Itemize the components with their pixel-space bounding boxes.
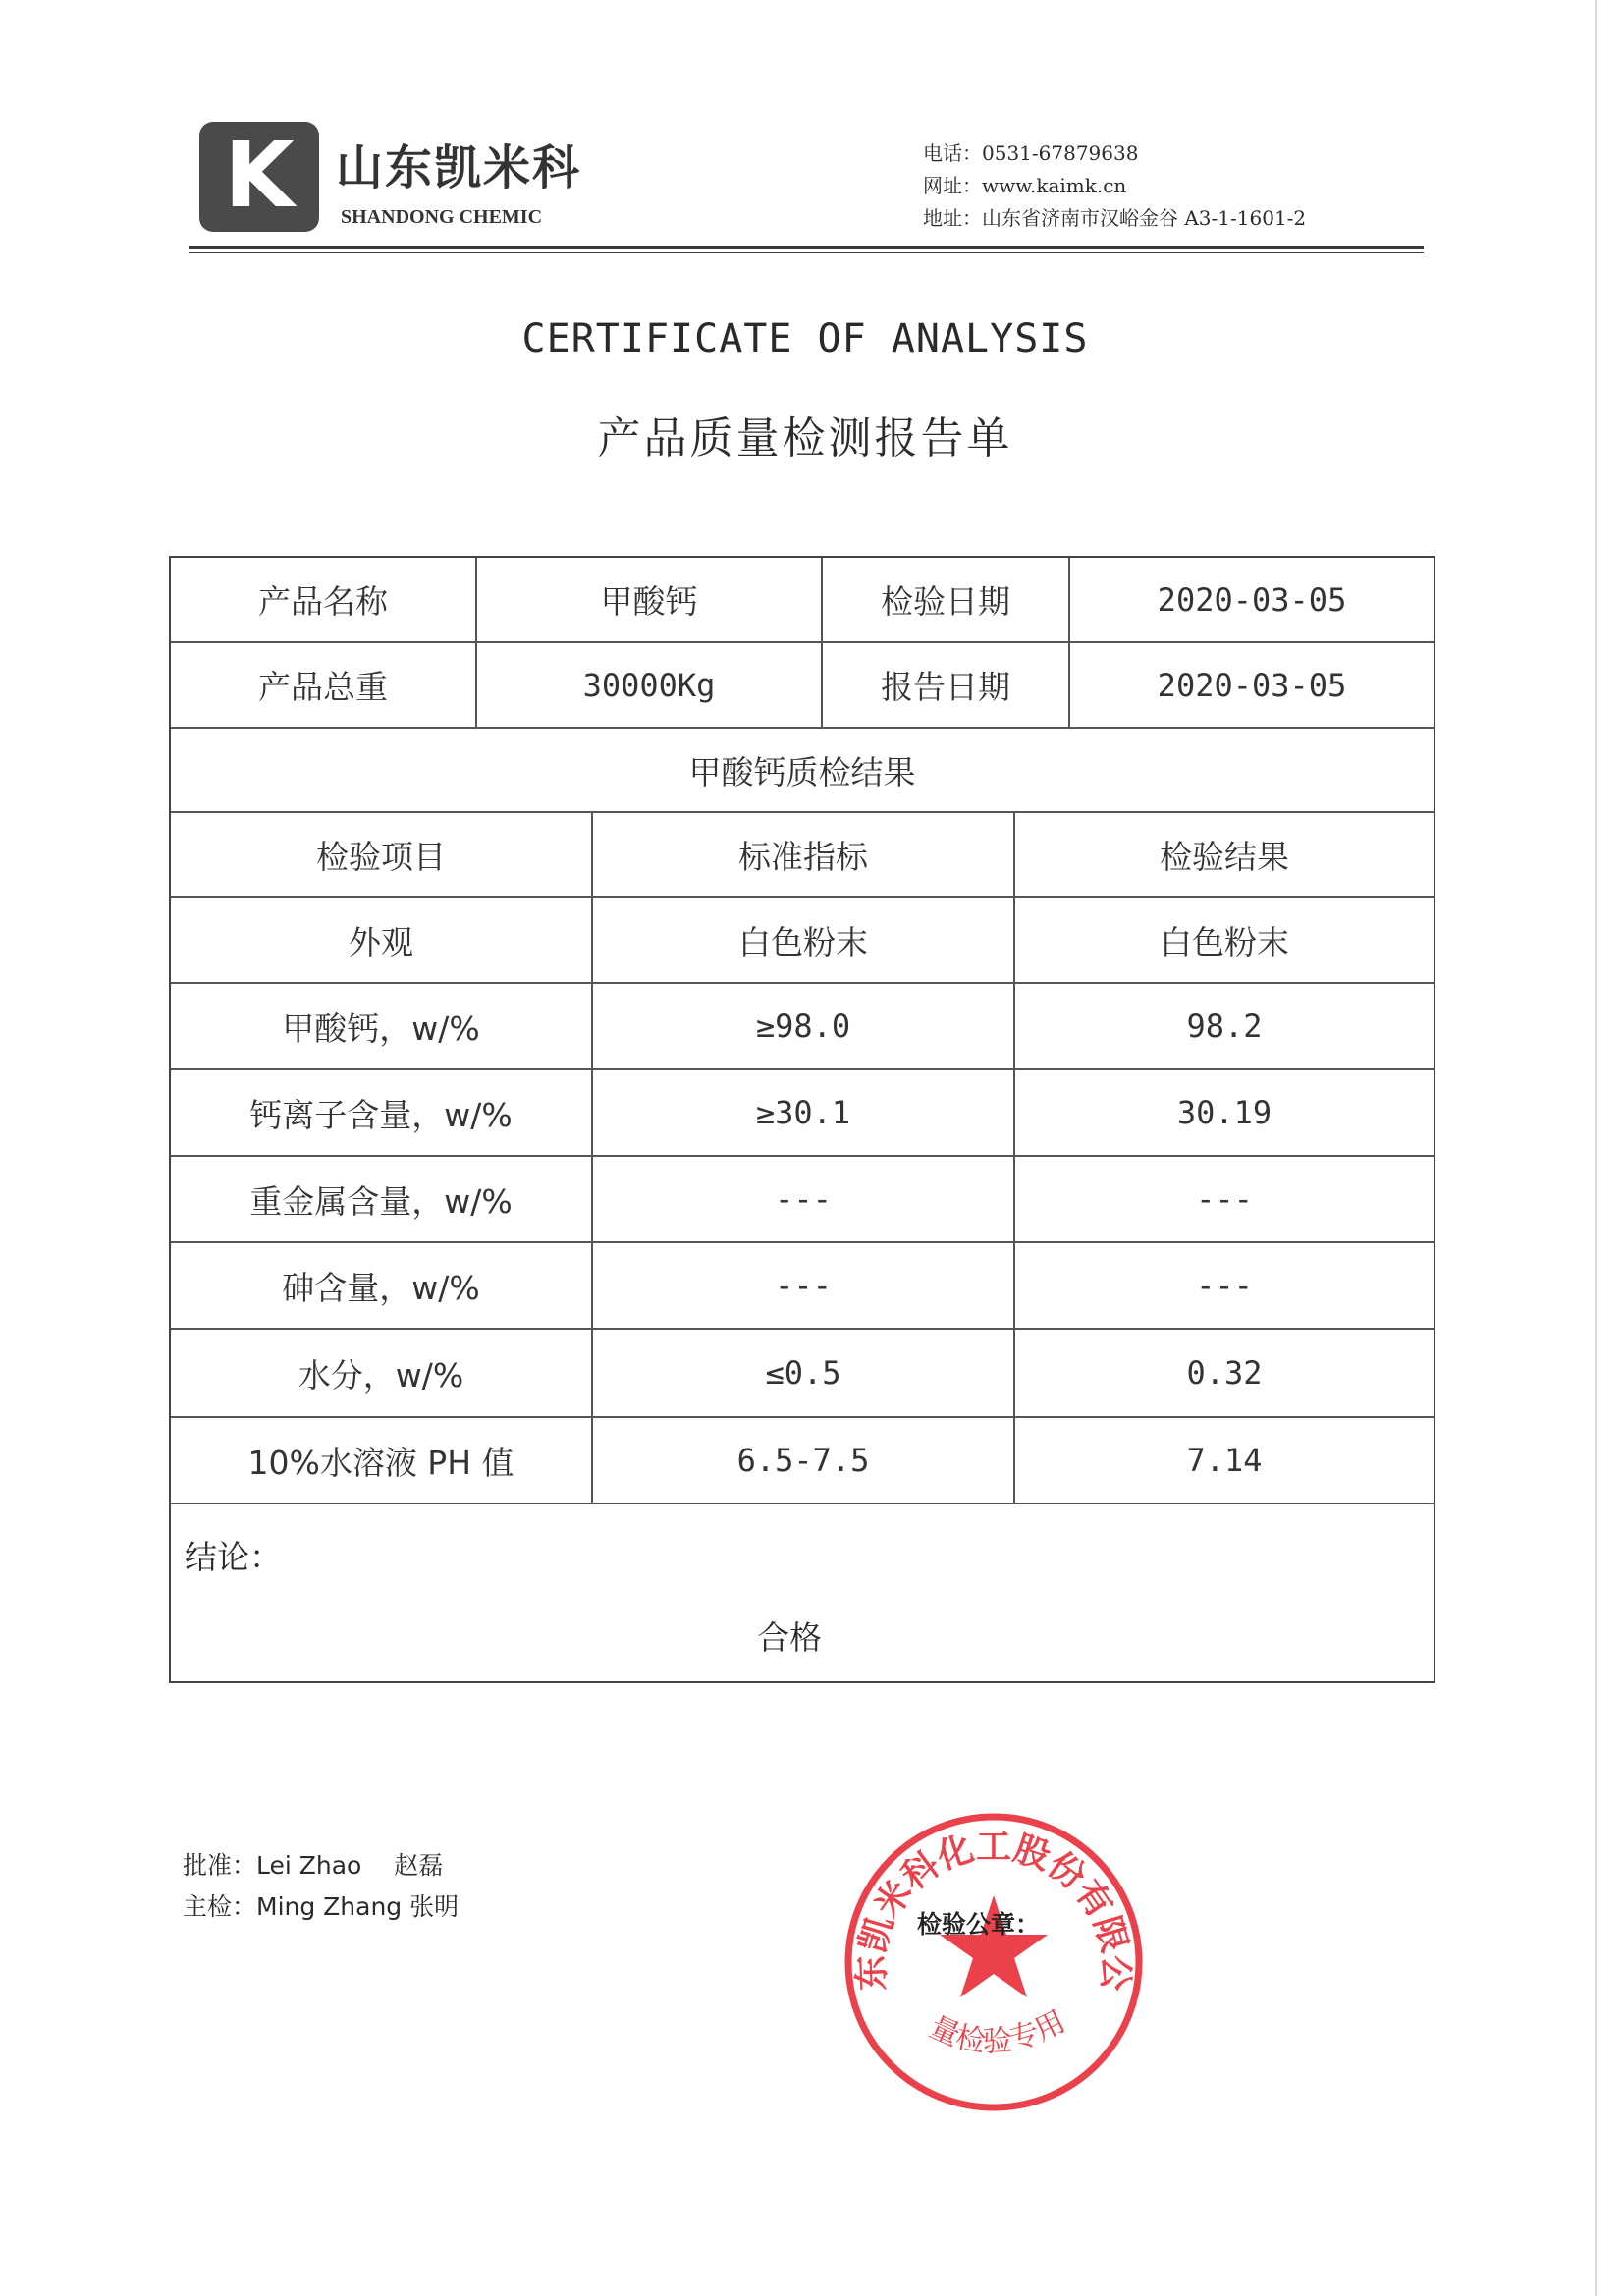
logo-letter: K: [224, 123, 295, 228]
table-row-standard: ---: [775, 1267, 832, 1304]
table-row-standard: ≤0.5: [765, 1354, 841, 1392]
table-row-result: ---: [1196, 1267, 1253, 1304]
product-name-value: 甲酸钙: [600, 582, 698, 621]
contact-address: 地址：山东省济南市汉峪金谷 A3-1-1601-2: [923, 206, 1307, 230]
header-item: 检验项目: [316, 837, 446, 876]
table-row-result: 98.2: [1186, 1008, 1263, 1045]
table-row-result: 白色粉末: [1160, 922, 1289, 961]
brand-name-cn: 山东凯米科: [336, 140, 582, 195]
table-row-standard: ---: [775, 1180, 832, 1218]
contact-website: 网址：www.kaimk.cn: [923, 174, 1127, 197]
table-row-standard: 6.5-7.5: [736, 1442, 870, 1479]
contact-phone: 电话：0531-67879638: [923, 141, 1139, 165]
results-section-title: 甲酸钙质检结果: [688, 752, 916, 792]
conclusion-value: 合格: [757, 1618, 822, 1657]
inspector-signature: 主检：Ming Zhang 张明: [183, 1892, 460, 1921]
inspect-date-value: 2020-03-05: [1157, 580, 1347, 619]
total-weight-label: 产品总重: [258, 668, 388, 706]
company-logo: [199, 122, 319, 232]
product-name-label: 产品名称: [258, 582, 388, 621]
stamp-label: 检验公章：: [917, 1910, 1041, 1939]
table-row-item: 甲酸钙，w/%: [282, 1009, 480, 1048]
seal-ring-text: 东凯米科化工股份有限公: [851, 1827, 1136, 1992]
brand-name-en: SHANDONG CHEMIC: [341, 206, 543, 228]
contact-info: [923, 137, 1306, 235]
seal-bottom-text: 量检验专用: [924, 2003, 1071, 2060]
title-chinese: 产品质量检测报告单: [597, 413, 1013, 464]
table-row-result: 7.14: [1186, 1442, 1263, 1479]
report-date-value: 2020-03-05: [1157, 666, 1347, 704]
table-row-result: 30.19: [1176, 1094, 1272, 1131]
title-english: CERTIFICATE OF ANALYSIS: [521, 316, 1089, 361]
inspect-date-label: 检验日期: [881, 582, 1010, 621]
table-row-item: 10%水溶液 PH 值: [247, 1443, 514, 1482]
row-divider: [171, 1503, 1434, 1504]
conclusion-label: 结论：: [185, 1538, 282, 1576]
company-seal: [837, 1805, 1151, 2119]
table-row-standard: ≥30.1: [755, 1094, 851, 1131]
table-row-result: ---: [1196, 1180, 1253, 1218]
approver-signature: 批准：Lei Zhao 赵磊: [183, 1851, 444, 1880]
header-result: 检验结果: [1160, 837, 1289, 876]
header-standard: 标准指标: [738, 837, 868, 876]
table-row-item: 外观: [349, 922, 413, 961]
table-row-result: 0.32: [1186, 1354, 1263, 1392]
header-rule-thin: [189, 252, 1424, 253]
table-row-standard: 白色粉末: [738, 922, 868, 961]
table-row-item: 重金属含量，w/%: [249, 1181, 513, 1221]
table-row-item: 水分，w/%: [298, 1355, 464, 1394]
analysis-table: [169, 556, 1435, 1683]
report-date-label: 报告日期: [881, 668, 1010, 706]
table-row-item: 钙离子含量，w/%: [249, 1095, 513, 1134]
total-weight-value: 30000Kg: [582, 666, 716, 704]
header-rule: [189, 246, 1424, 249]
table-row-standard: ≥98.0: [755, 1008, 851, 1045]
table-row-item: 砷含量，w/%: [282, 1268, 480, 1307]
